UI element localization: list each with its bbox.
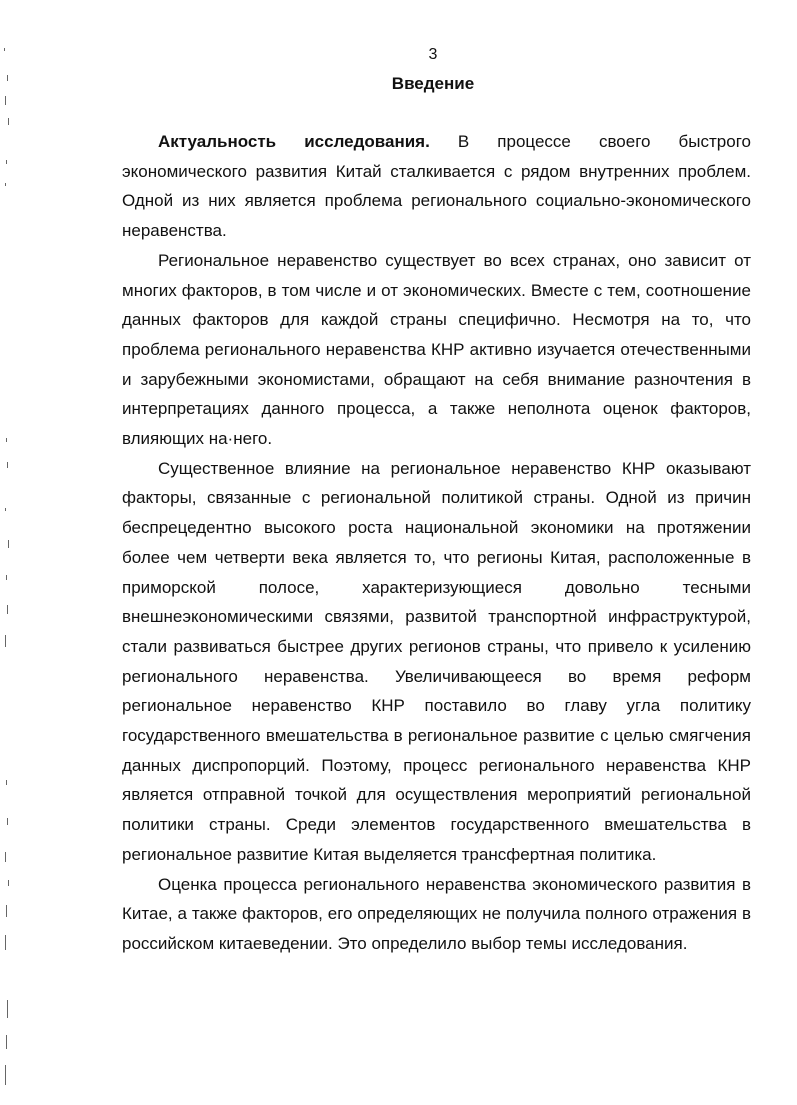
paragraph-topic-choice	[122, 870, 751, 959]
body-text	[122, 127, 751, 959]
scan-edge-marks	[0, 0, 14, 1105]
paragraph-inequality	[122, 246, 751, 454]
paragraph-regional-policy	[122, 454, 751, 870]
paragraph-relevance	[122, 127, 751, 246]
paragraph-text: Оценка процесса регионального неравенства экономического развития в Китае, а также факторов, его определяющих не получила полного отражения в российском китаеведении. Это определило выбор темы исследования.	[122, 874, 751, 953]
section-heading: Введение	[391, 74, 475, 93]
page-number: 3	[428, 46, 438, 63]
paragraph-lead: Актуальность исследования.	[158, 132, 430, 151]
paragraph-text: В процессе своего быстрого экономического развития Китай сталкивается с рядом внутренних проблем. Одной из них является проблема регионального социально-экономического неравенства.	[122, 132, 751, 241]
paragraph-text: Существенное влияние на региональное неравенство КНР оказывают факторы, связанные с региональной политикой страны. Одной из причин беспрецедентно высокого роста национальной экономики на протяжении более чем четверти века является то, что регионы Китая, расположенные в приморской полосе, характеризующиеся довольно тесными внешнеэкономическими связями, развитой транспортной инфраструктурой, стали развиваться быстрее других регионов страны, что привело к усилению регионального неравенства. Увеличивающееся во время реформ региональное неравенство КНР поставило во главу угла политику государственного вмешательства в региональное развитие с целью смягчения данных диспропорций. Поэтому, процесс регионального неравенства КНР является отправной точкой для осуществления мероприятий региональной политики страны. Среди элементов государственного вмешательства в региональное развитие Китая выделяется трансфертная политика.	[122, 458, 751, 864]
paragraph-text: Региональное неравенство существует во всех странах, оно зависит от многих факторов, в том числе и от экономических. Вместе с тем, соотношение данных факторов для каждой страны специфично. Несмотря на то, что проблема регионального неравенства КНР активно изучается отечественными и зарубежными экономистами, обращают на себя внимание разночтения в интерпретациях данного процесса, а также неполнота оценок факторов, влияющих на·него.	[122, 250, 751, 449]
